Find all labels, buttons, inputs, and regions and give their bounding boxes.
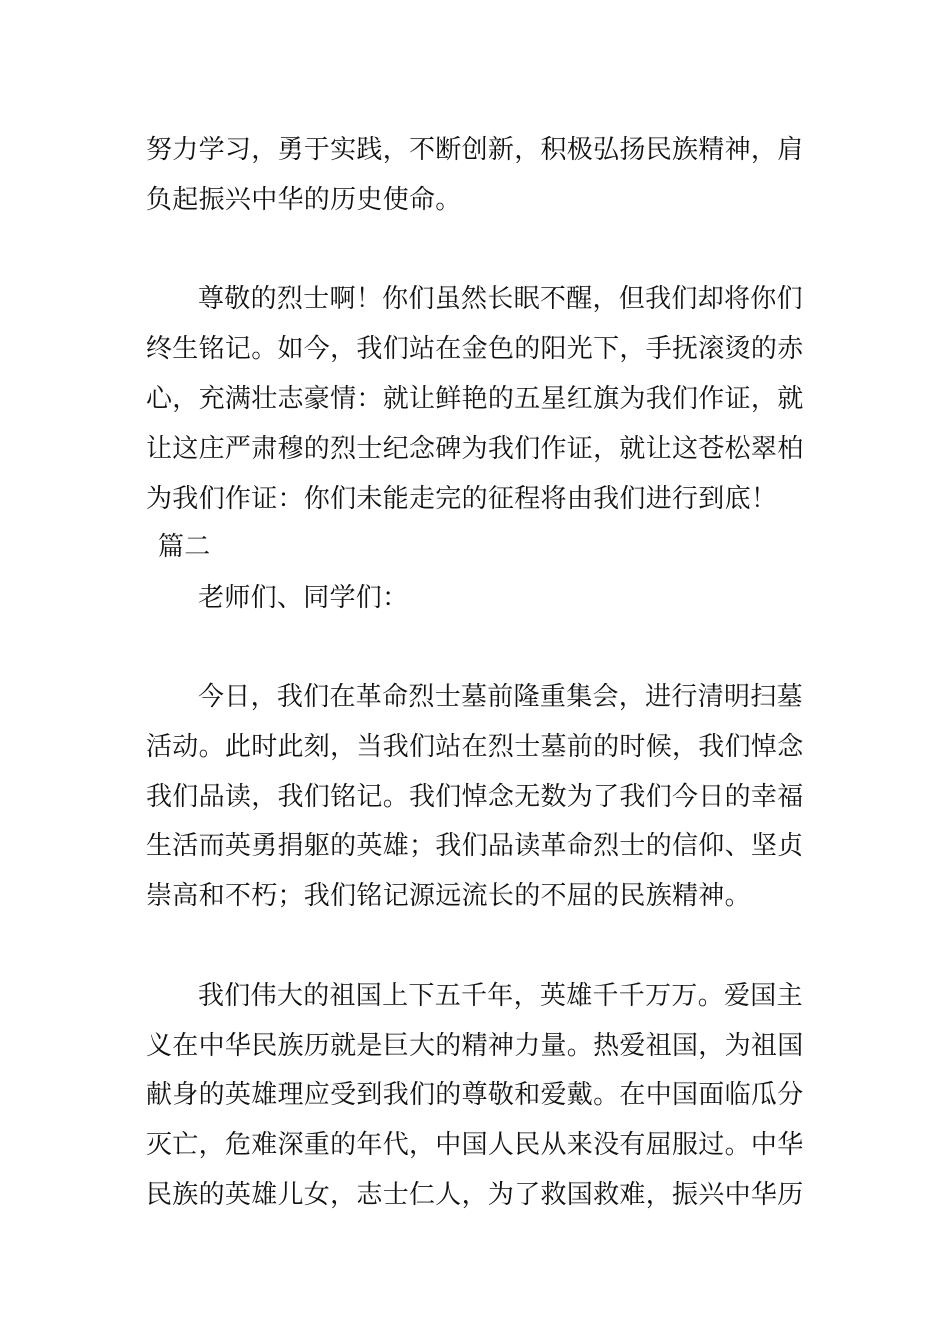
section-heading: 篇二 (158, 532, 211, 562)
text-line: 心，充满壮志豪情：就让鲜艳的五星红旗为我们作证，就 (146, 384, 804, 414)
text-line: 献身的英雄理应受到我们的尊敬和爱戴。在中国面临瓜分 (146, 1080, 804, 1110)
text-line: 今日，我们在革命烈士墓前隆重集会，进行清明扫墓 (198, 682, 803, 712)
text-line: 尊敬的烈士啊！你们虽然长眠不醒，但我们却将你们 (198, 284, 803, 314)
text-line: 崇高和不朽；我们铭记源远流长的不屈的民族精神。 (146, 881, 751, 911)
text-line: 努力学习，勇于实践，不断创新，积极弘扬民族精神，肩 (146, 135, 804, 165)
text-line: 生活而英勇捐躯的英雄；我们品读革命烈士的信仰、坚贞 (146, 831, 804, 861)
text-line: 老师们、同学们： (198, 583, 409, 613)
text-line: 我们品读，我们铭记。我们悼念无数为了我们今日的幸福 (146, 782, 804, 812)
text-line: 灭亡，危难深重的年代，中国人民从来没有屈服过。中华 (146, 1130, 804, 1160)
text-line: 让这庄严肃穆的烈士纪念碑为我们作证，就让这苍松翠柏 (146, 434, 804, 464)
text-line: 义在中华民族历就是巨大的精神力量。热爱祖国，为祖国 (146, 1031, 804, 1061)
text-line: 活动。此时此刻，当我们站在烈士墓前的时候，我们悼念 (146, 732, 804, 762)
text-line: 民族的英雄儿女，志士仁人，为了救国救难，振兴中华历 (146, 1180, 804, 1210)
text-line: 终生铭记。如今，我们站在金色的阳光下，手抚滚烫的赤 (146, 334, 804, 364)
text-line: 为我们作证：你们未能走完的征程将由我们进行到底！ (146, 484, 778, 514)
text-line: 我们伟大的祖国上下五千年，英雄千千万万。爱国主 (198, 981, 803, 1011)
text-line: 负起振兴中华的历史使命。 (146, 185, 462, 215)
